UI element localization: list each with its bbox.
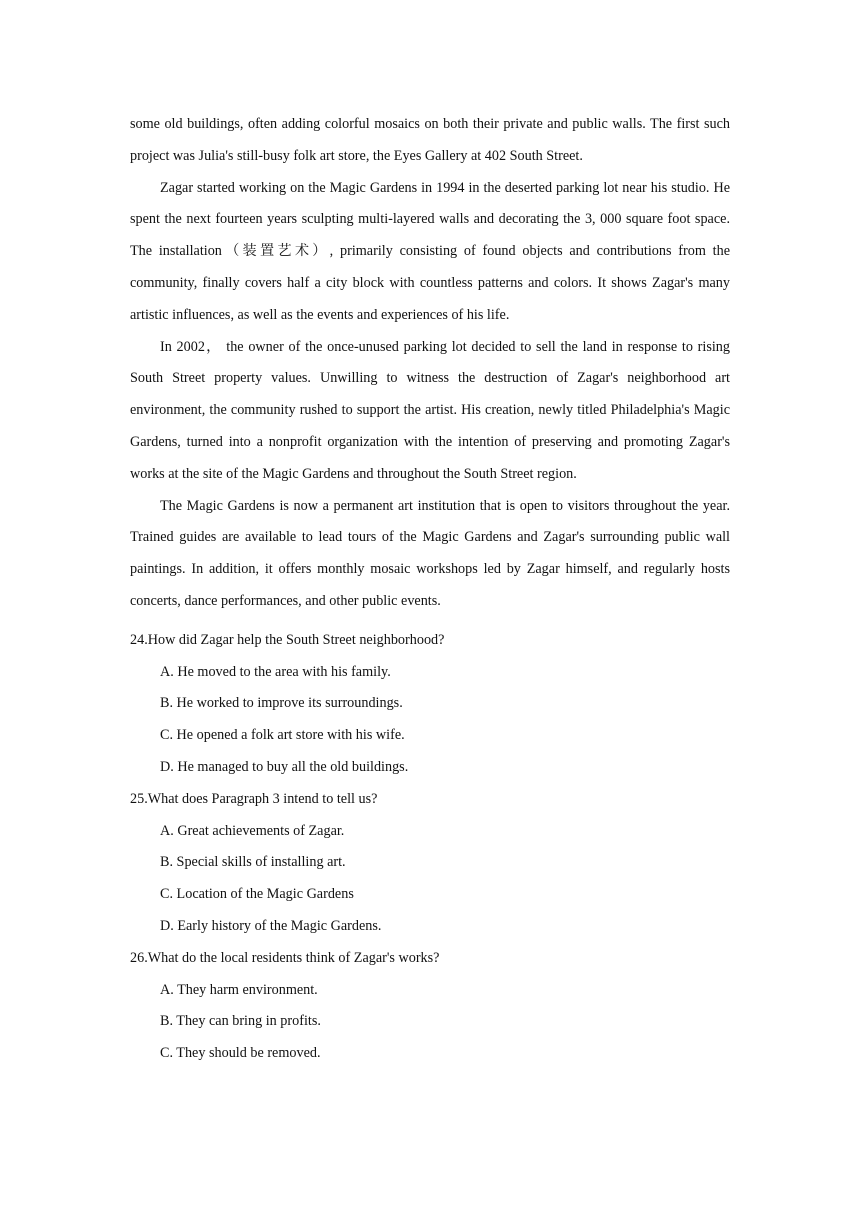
- passage-paragraph-1: some old buildings, often adding colorful mosaics on both their private and public walls. The first such project was Julia's still-busy folk art store, the Eyes Gallery at 402 South Street.: [130, 116, 730, 164]
- questions: [130, 625, 730, 1070]
- passage-paragraph-3: In 2002， the owner of the once-unused parking lot decided to sell the land in response to rising South Street property values. Unwilling to witness the destruction of Zagar's neighborhood art environment, the community rushed to support the artist. His creation, newly titled Philadelphia's Magic Gardens, turned into a nonprofit organization with the intention of preserving and promoting Zagar's works at the site of the Magic Gardens and throughout the South Street region.: [130, 338, 730, 482]
- option-c: C. They should be removed.: [160, 1045, 321, 1062]
- question-24: [130, 625, 730, 784]
- passage-paragraph-4: The Magic Gardens is now a permanent art institution that is open to visitors throughout the year. Trained guides are available to lead tours of the Magic Gardens and Zagar's surrounding public wall paintings. In addition, it offers monthly mosaic workshops led by Zagar himself, and regularly hosts concerts, dance performances, and other public events.: [130, 497, 730, 609]
- question-stem: 25.What does Paragraph 3 intend to tell us?: [130, 790, 378, 807]
- passage: [130, 109, 730, 618]
- option-c: C. Location of the Magic Gardens: [160, 886, 354, 903]
- passage-paragraph-2: Zagar started working on the Magic Gardens in 1994 in the deserted parking lot near his studio. He spent the next fourteen years sculpting multi-layered walls and decorating the 3, 000 square foot space. The installation（装置艺术）, primarily consisting of found objects and contributions from the community, finally covers half a city block with countless patterns and colors. It shows Zagar's many artistic influences, as well as the events and experiences of his life.: [130, 179, 730, 323]
- option-d: D. Early history of the Magic Gardens.: [160, 917, 382, 934]
- question-25: [130, 784, 730, 943]
- option-a: A. Great achievements of Zagar.: [160, 822, 345, 839]
- option-a: A. He moved to the area with his family.: [160, 663, 391, 680]
- question-stem: 26.What do the local residents think of Zagar's works?: [130, 949, 440, 966]
- question-26: [130, 943, 730, 1070]
- option-d: D. He managed to buy all the old buildings.: [160, 758, 409, 775]
- question-stem: 24.How did Zagar help the South Street neighborhood?: [130, 631, 445, 648]
- option-b: B. He worked to improve its surroundings.: [160, 695, 403, 712]
- option-c: C. He opened a folk art store with his wife.: [160, 727, 405, 744]
- option-b: B. They can bring in profits.: [160, 1013, 321, 1030]
- document-page: [130, 109, 730, 1070]
- option-a: A. They harm environment.: [160, 981, 318, 998]
- option-b: B. Special skills of installing art.: [160, 854, 346, 871]
